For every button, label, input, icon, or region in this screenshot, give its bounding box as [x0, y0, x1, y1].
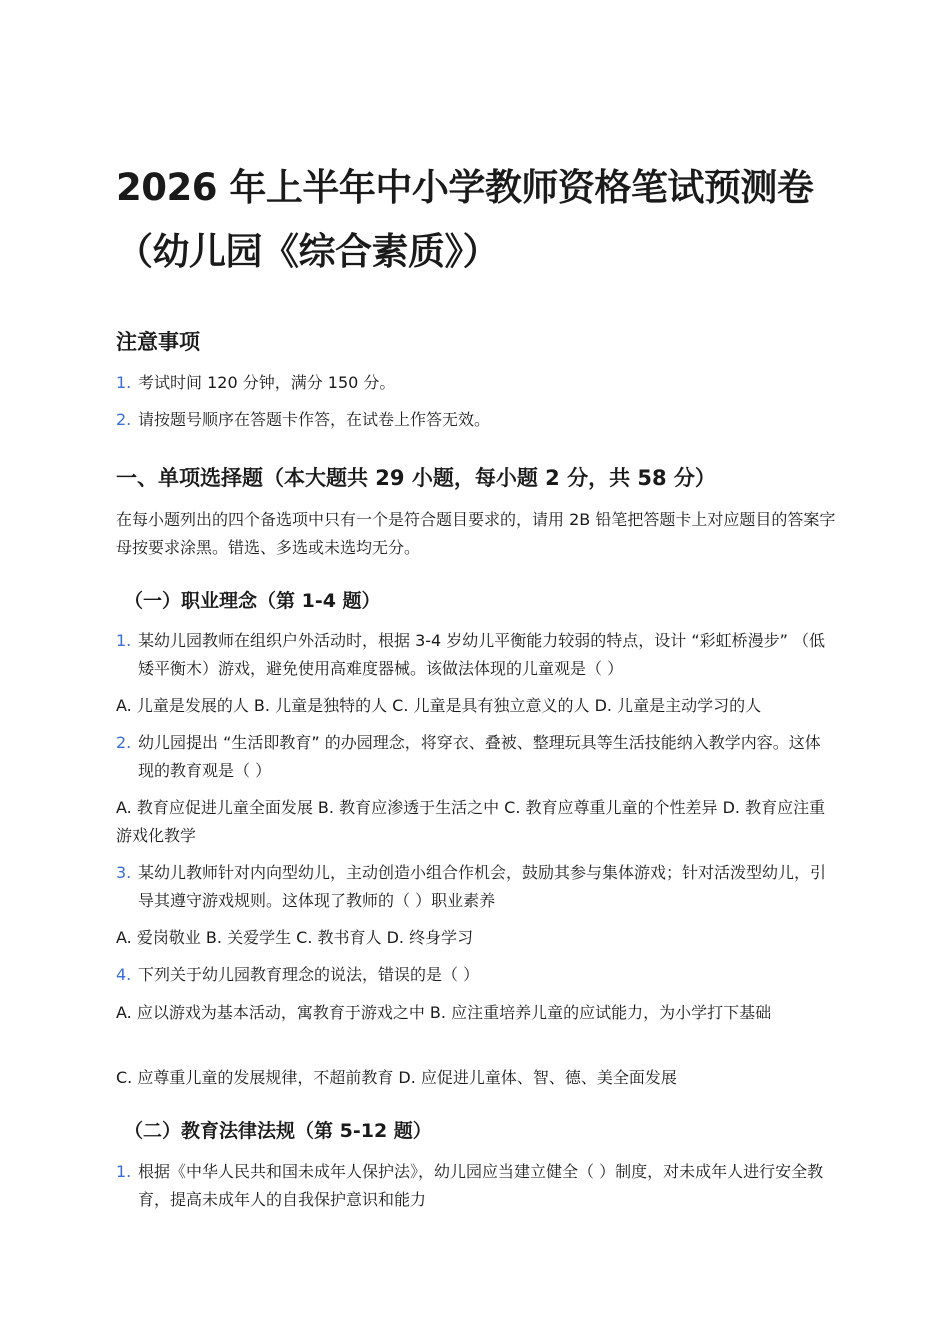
question-number: 3. [116, 863, 132, 882]
notice-text: 考试时间 120 分钟，满分 150 分。 [138, 373, 396, 392]
subsection-heading: （一）职业理念（第 1-4 题） [124, 590, 381, 612]
question-number: 4. [116, 965, 132, 984]
question-number: 1. [116, 631, 132, 650]
notice-heading: 注意事项 [116, 330, 200, 354]
question [116, 961, 836, 989]
list-number: 2. [116, 410, 132, 429]
question-text: 幼儿园提出 “生活即教育” 的办园理念，将穿衣、叠被、整理玩具等生活技能纳入教学内容。这体现的教育观是（ ） [138, 733, 821, 780]
question [116, 1158, 836, 1214]
subsection-heading: （二）教育法律法规（第 5-12 题） [124, 1120, 432, 1142]
notice-text: 请按题号顺序在答题卡作答，在试卷上作答无效。 [138, 410, 491, 429]
question-text: 某幼儿园教师在组织户外活动时，根据 3-4 岁幼儿平衡能力较弱的特点，设计 “彩虹桥漫步” （低矮平衡木）游戏，避免使用高难度器械。该做法体现的儿童观是（ ） [138, 631, 826, 678]
notice-item [116, 406, 836, 434]
list-number: 1. [116, 373, 132, 392]
question-text: 某幼儿教师针对内向型幼儿，主动创造小组合作机会，鼓励其参与集体游戏；针对活泼型幼儿，引导其遵守游戏规则。这体现了教师的（ ）职业素养 [138, 863, 827, 910]
question-text: 根据《中华人民共和国未成年人保护法》，幼儿园应当建立健全（ ）制度，对未成年人进行安全教育，提高未成年人的自我保护意识和能力 [138, 1162, 824, 1209]
question [116, 627, 836, 683]
question [116, 859, 836, 915]
question-options: A. 教育应促进儿童全面发展 B. 教育应渗透于生活之中 C. 教育应尊重儿童的个性差异 D. 教育应注重游戏化教学 [116, 798, 826, 845]
notice-item [116, 369, 836, 397]
page-title: 2026 年上半年中小学教师资格笔试预测卷（幼儿园《综合素质》） [116, 166, 814, 273]
question [116, 729, 836, 785]
question-options: A. 儿童是发展的人 B. 儿童是独特的人 C. 儿童是具有独立意义的人 D. 儿童是主动学习的人 [116, 696, 762, 715]
section-instruction: 在每小题列出的四个备选项中只有一个是符合题目要求的，请用 2B 铅笔把答题卡上对应题目的答案字母按要求涂黑。错选、多选或未选均无分。 [116, 510, 836, 557]
question-options: A. 爱岗敬业 B. 关爱学生 C. 教书育人 D. 终身学习 [116, 928, 474, 947]
section-heading: 一、单项选择题（本大题共 29 小题，每小题 2 分，共 58 分） [116, 466, 716, 490]
question-options: A. 应以游戏为基本活动，寓教育于游戏之中 B. 应注重培养儿童的应试能力，为小学打下基础 [116, 1003, 772, 1022]
question-options: C. 应尊重儿童的发展规律，不超前教育 D. 应促进儿童体、智、德、美全面发展 [116, 1068, 677, 1087]
question-number: 1. [116, 1162, 132, 1181]
question-number: 2. [116, 733, 132, 752]
question-text: 下列关于幼儿园教育理念的说法，错误的是（ ） [138, 965, 480, 984]
